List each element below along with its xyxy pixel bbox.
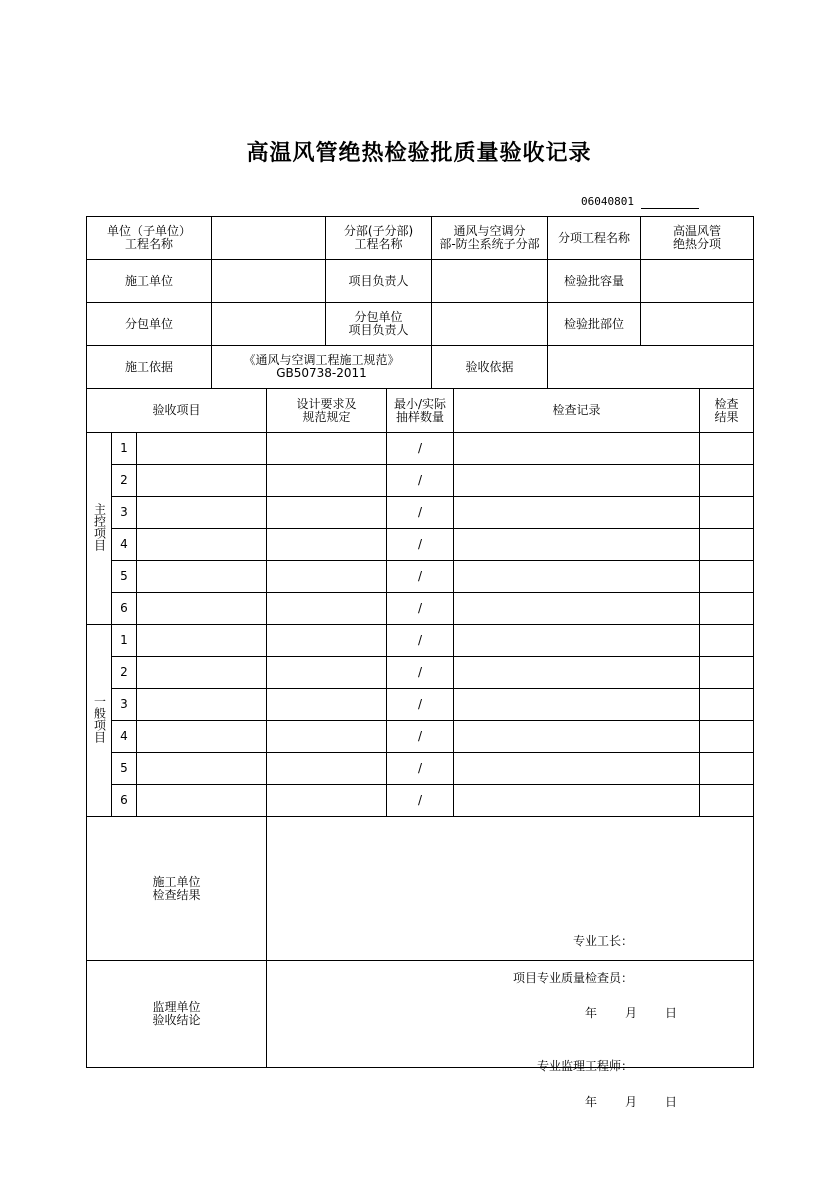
sampling-cell[interactable]: / [387, 561, 454, 593]
table-row [87, 689, 754, 721]
item-cell[interactable] [137, 561, 267, 593]
group-label-text: 主控项目 [92, 503, 107, 551]
sampling-cell[interactable]: / [387, 785, 454, 817]
design-cell[interactable] [267, 561, 387, 593]
design-cell[interactable] [267, 497, 387, 529]
table-row [87, 593, 754, 625]
group-label-text: 一般项目 [92, 695, 107, 743]
sampling-cell[interactable]: / [387, 465, 454, 497]
code-underline [641, 208, 699, 209]
design-cell[interactable] [267, 433, 387, 465]
result-cell[interactable] [700, 593, 754, 625]
table-row [87, 721, 754, 753]
result-cell[interactable] [700, 657, 754, 689]
month-label: 月 [625, 1005, 638, 1020]
contractor-check-label: 施工单位 检查结果 [87, 817, 267, 961]
result-cell[interactable] [700, 529, 754, 561]
col-header-sampling: 最小/实际 抽样数量 [387, 389, 454, 433]
group-label-general [87, 625, 112, 817]
record-cell[interactable] [454, 657, 700, 689]
table-row [87, 433, 754, 465]
table-row [87, 625, 754, 657]
result-cell[interactable] [700, 625, 754, 657]
record-cell[interactable] [454, 753, 700, 785]
record-cell[interactable] [454, 689, 700, 721]
item-cell[interactable] [137, 689, 267, 721]
subcontractor-value[interactable] [212, 303, 326, 346]
sampling-cell[interactable]: / [387, 593, 454, 625]
row-number: 2 [112, 657, 137, 689]
table-row [87, 497, 754, 529]
inspection-table [86, 388, 754, 1109]
foreman-label: 专业工长： [573, 933, 634, 948]
item-cell[interactable] [137, 497, 267, 529]
item-cell[interactable] [137, 625, 267, 657]
item-project-value: 高温风管 绝热分项 [641, 217, 754, 260]
row-number: 1 [112, 625, 137, 657]
record-cell[interactable] [454, 433, 700, 465]
design-cell[interactable] [267, 657, 387, 689]
col-header-design: 设计要求及 规范规定 [267, 389, 387, 433]
record-cell[interactable] [454, 593, 700, 625]
result-cell[interactable] [700, 721, 754, 753]
year-label: 年 [585, 1095, 598, 1109]
supervisor-check-label: 监理单位 验收结论 [87, 961, 267, 1068]
design-cell[interactable] [267, 593, 387, 625]
table-row [87, 785, 754, 817]
contractor-label: 施工单位 [87, 260, 212, 303]
project-manager-value[interactable] [432, 260, 548, 303]
sub-manager-label: 分包单位 项目负责人 [326, 303, 432, 346]
day-label: 日 [665, 1005, 678, 1020]
sampling-cell[interactable]: / [387, 497, 454, 529]
construction-basis-value: 《通风与空调工程施工规范》 GB50738-2011 [212, 346, 432, 389]
col-header-result: 检查 结果 [700, 389, 754, 433]
sub-manager-value[interactable] [432, 303, 548, 346]
day-label: 日 [665, 1095, 678, 1109]
result-cell[interactable] [700, 785, 754, 817]
design-cell[interactable] [267, 689, 387, 721]
record-cell[interactable] [454, 465, 700, 497]
table-row [87, 529, 754, 561]
item-cell[interactable] [137, 465, 267, 497]
sampling-cell[interactable]: / [387, 753, 454, 785]
group-label-main-control [87, 433, 112, 625]
row-number: 4 [112, 721, 137, 753]
design-cell[interactable] [267, 753, 387, 785]
design-cell[interactable] [267, 465, 387, 497]
contractor-value[interactable] [212, 260, 326, 303]
result-cell[interactable] [700, 753, 754, 785]
row-number: 5 [112, 753, 137, 785]
record-cell[interactable] [454, 721, 700, 753]
sampling-cell[interactable]: / [387, 625, 454, 657]
contractor-check-area [267, 817, 754, 1020]
subcontractor-label: 分包单位 [87, 303, 212, 346]
sampling-cell[interactable]: / [387, 529, 454, 561]
item-cell[interactable] [137, 753, 267, 785]
result-cell[interactable] [700, 561, 754, 593]
item-cell[interactable] [137, 593, 267, 625]
header-table [86, 216, 754, 389]
row-number: 3 [112, 689, 137, 721]
record-cell[interactable] [454, 529, 700, 561]
sampling-cell[interactable]: / [387, 689, 454, 721]
result-cell[interactable] [700, 465, 754, 497]
row-number: 1 [112, 433, 137, 465]
item-cell[interactable] [137, 433, 267, 465]
form-code: 06040801 [581, 195, 634, 208]
batch-capacity-value[interactable] [641, 260, 754, 303]
row-number: 4 [112, 529, 137, 561]
design-cell[interactable] [267, 625, 387, 657]
year-label: 年 [585, 1005, 598, 1020]
table-row [87, 657, 754, 689]
record-cell[interactable] [454, 625, 700, 657]
quality-inspector-label: 项目专业质量检查员： [513, 970, 634, 985]
batch-location-value[interactable] [641, 303, 754, 346]
acceptance-basis-label: 验收依据 [432, 346, 548, 389]
result-cell[interactable] [700, 433, 754, 465]
batch-capacity-label: 检验批容量 [548, 260, 641, 303]
unit-project-label: 单位（子单位） 工程名称 [87, 217, 212, 260]
sampling-cell[interactable]: / [387, 657, 454, 689]
sampling-cell[interactable]: / [387, 433, 454, 465]
row-number: 5 [112, 561, 137, 593]
item-cell[interactable] [137, 657, 267, 689]
construction-basis-label: 施工依据 [87, 346, 212, 389]
design-cell[interactable] [267, 785, 387, 817]
table-row [87, 753, 754, 785]
subdivision-label: 分部(子分部) 工程名称 [326, 217, 432, 260]
row-number: 6 [112, 785, 137, 817]
record-cell[interactable] [454, 561, 700, 593]
project-manager-label: 项目负责人 [326, 260, 432, 303]
row-number: 3 [112, 497, 137, 529]
unit-project-value[interactable] [212, 217, 326, 260]
subdivision-value: 通风与空调分 部-防尘系统子分部 [432, 217, 548, 260]
month-label: 月 [625, 1095, 638, 1109]
design-cell[interactable] [267, 529, 387, 561]
design-cell[interactable] [267, 721, 387, 753]
row-number: 6 [112, 593, 137, 625]
supervisor-check-area [267, 961, 754, 1109]
acceptance-basis-value[interactable] [548, 346, 754, 389]
sampling-cell[interactable]: / [387, 721, 454, 753]
col-header-record: 检查记录 [454, 389, 700, 433]
item-cell[interactable] [137, 721, 267, 753]
col-header-item: 验收项目 [87, 389, 267, 433]
item-cell[interactable] [137, 529, 267, 561]
supervision-engineer-label: 专业监理工程师： [537, 1059, 634, 1073]
result-cell[interactable] [700, 497, 754, 529]
item-cell[interactable] [137, 785, 267, 817]
table-row [87, 465, 754, 497]
row-number: 2 [112, 465, 137, 497]
table-row [87, 561, 754, 593]
item-project-label: 分项工程名称 [548, 217, 641, 260]
batch-location-label: 检验批部位 [548, 303, 641, 346]
record-cell[interactable] [454, 497, 700, 529]
result-cell[interactable] [700, 689, 754, 721]
page-title: 高温风管绝热检验批质量验收记录 [246, 141, 592, 166]
record-cell[interactable] [454, 785, 700, 817]
